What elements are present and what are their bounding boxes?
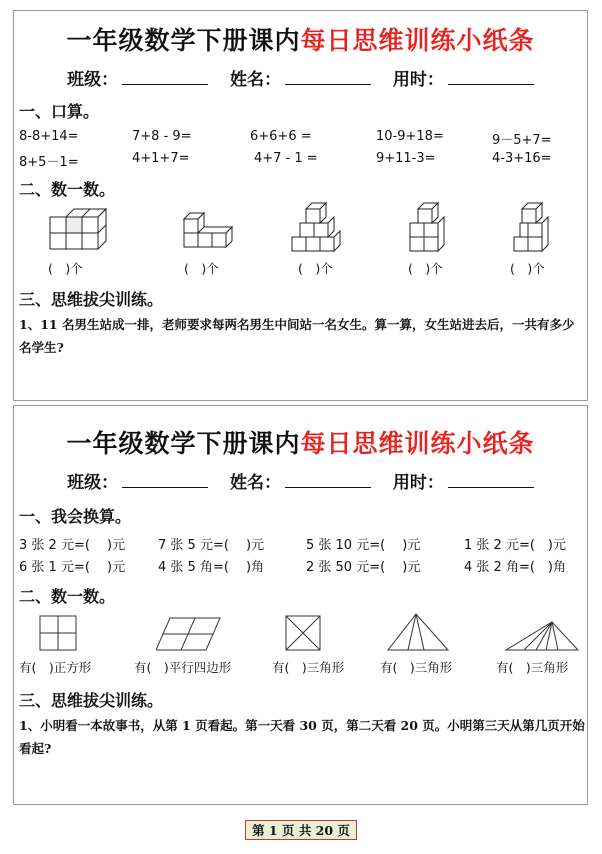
calc-item: 9－5+7=: [492, 133, 552, 148]
section-thinking-training: 三、思维拔尖训练。: [19, 691, 164, 710]
triangle-lines-figure: [504, 620, 580, 652]
cube-stack-figure-2: [180, 207, 240, 255]
calc-item: 10-9+18=: [376, 129, 444, 144]
name-blank[interactable]: [285, 70, 371, 85]
name-blank[interactable]: [285, 473, 371, 488]
section-thinking-training: 三、思维拔尖训练。: [19, 290, 164, 309]
section-count-cubes: 二、数一数。: [19, 180, 116, 199]
convert-item: 5 张 10 元=( )元: [306, 538, 421, 553]
name-label: 姓名：: [230, 473, 281, 493]
calc-item: 4+1+7=: [132, 151, 190, 166]
cube-stack-figure-4: [406, 199, 456, 255]
class-label: 班级：: [67, 473, 119, 493]
cube-stack-figure-5: [510, 199, 560, 255]
time-label: 用时：: [392, 70, 444, 90]
calc-item: 8-8+14=: [19, 129, 79, 144]
cube-stack-figure-1: [48, 205, 118, 255]
count-answer-2[interactable]: ( )个: [184, 261, 219, 276]
time-blank[interactable]: [448, 70, 534, 85]
shape-answer-4[interactable]: 有( )三角形: [380, 660, 453, 675]
convert-item: 4 张 2 角=( )角: [464, 560, 566, 575]
count-answer-4[interactable]: ( )个: [408, 261, 443, 276]
calc-item: 7+8 - 9=: [132, 129, 192, 144]
section-mental-math: 一、口算。: [19, 102, 100, 121]
page-indicator: 第 1 页 共 20 页: [245, 820, 357, 840]
section-money-conversion: 一、我会换算。: [19, 507, 132, 526]
convert-item: 7 张 5 元=( )元: [158, 538, 265, 553]
shape-answer-5[interactable]: 有( )三角形: [496, 660, 569, 675]
square-grid-figure: [38, 614, 80, 652]
class-label: 班级：: [67, 70, 119, 90]
convert-item: 6 张 1 元=( )元: [19, 560, 126, 575]
calc-item: 4-3+16=: [492, 151, 552, 166]
student-info-row: [14, 468, 587, 493]
shape-answer-2[interactable]: 有( )平行四边形: [134, 660, 232, 675]
parallelogram-figure: [156, 616, 222, 652]
word-problem: 1、11 名男生站成一排，老师要求每两名男生中间站一名女生。算一算，女生站进去后，一共有多少名学生?: [19, 317, 575, 355]
calc-item: 4+7 - 1 =: [254, 151, 318, 166]
count-answer-1[interactable]: ( )个: [48, 261, 83, 276]
convert-item: 4 张 5 角=( )角: [158, 560, 265, 575]
convert-item: 2 张 50 元=( )元: [306, 560, 421, 575]
convert-item: 3 张 2 元=( )元: [19, 538, 126, 553]
count-answer-5[interactable]: ( )个: [510, 261, 545, 276]
count-answer-3[interactable]: ( )个: [298, 261, 333, 276]
crossed-square-figure: [284, 614, 324, 652]
worksheet-1: [13, 10, 588, 401]
triangle-fan-figure: [386, 612, 452, 652]
class-blank[interactable]: [122, 473, 208, 488]
shape-answer-3[interactable]: 有( )三角形: [272, 660, 345, 675]
convert-item: 1 张 2 元=( )元: [464, 538, 566, 553]
word-problem: 1、小明看一本故事书，从第 1 页看起。第一天看 30 页，第二天看 20 页。小明第三天从第几页开始看起?: [19, 718, 585, 756]
worksheet-2: [13, 405, 588, 805]
calc-item: 6+6+6 =: [250, 129, 312, 144]
worksheet-title: 一年级数学下册课内每日思维训练小纸条: [66, 429, 535, 458]
worksheet-title: 一年级数学下册课内每日思维训练小纸条: [66, 26, 535, 55]
calc-item: 9+11-3=: [376, 151, 436, 166]
cube-stack-figure-3: [288, 201, 348, 255]
time-label: 用时：: [392, 473, 444, 493]
class-blank[interactable]: [122, 70, 208, 85]
shape-answer-1[interactable]: 有( )正方形: [19, 660, 92, 675]
section-count-shapes: 二、数一数。: [19, 587, 116, 606]
student-info-row: [14, 65, 587, 90]
calc-item: 8+5－1=: [19, 155, 79, 170]
time-blank[interactable]: [448, 473, 534, 488]
name-label: 姓名：: [230, 70, 281, 90]
